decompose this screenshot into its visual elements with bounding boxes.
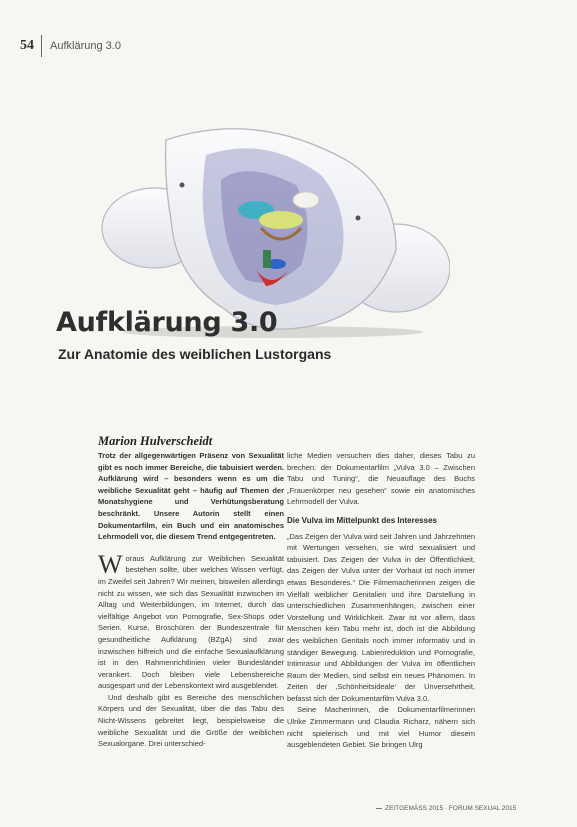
vulva-model-photo <box>96 100 450 340</box>
body-paragraph-4: „Das Zeigen der Vulva wird seit Jahren und Jahrzehnten mit Wertungen versehen, sie wird sexualisiert und tabuisiert. Das Zeigen der Vulva in der Öffentlichkeit, das Zeigen der Vulva unter der Vorhaut ist noch immer etwas Besonderes.“ Die Filmemacherinnen zeigen die Vielfalt weiblicher Genitalien und ihre Darstellung in unterschiedlichen Zusammenhängen, zwischen einer Vorstellung und Wirklichkeit. Zwar ist vor allem, dass Menschen kein Tabu mehr ist, doch ist die Abbildung des weiblichen Genitals noch immer informativ und in ständiger Bewegung. Labienreduktion und Pornografie, Intimrasur und Abbildungen der Vulva im öffentlichen Raum der Medien, sind selbst ein neues Phänomen. In Zeiten der ‚Schönheitsideale‘ der Unversehrtheit, befasst sich der Dokumentarfilm Vulva 3.0. <box>287 531 475 703</box>
body-paragraph-1 <box>98 549 284 692</box>
header-divider <box>41 35 42 57</box>
text-column-right <box>287 450 475 751</box>
author-name: Marion Hulverscheidt <box>98 434 213 448</box>
section-title: Aufklärung 3.0 <box>50 40 121 52</box>
body-paragraph-2: Und deshalb gibt es Bereiche des menschlichen Körpers und der Sexualität, über die das Tabu des Nicht-Wissens gebreitet liegt, beispielsweise die weibliche Sexualität und die Größe der weiblichen Sexualorgane. Drei unterschied- <box>98 692 284 749</box>
article-lead: Trotz der allgegenwärtigen Präsenz von Sexualität gibt es noch immer Bereiche, die tabuisiert werden. Aufklärung wird – besonders wenn es um die weibliche Sexualität geht – häufig auf Themen der Monatshygiene und Verhütungsberatung beschränkt. Unsere Autorin stellt einen Dokumentarfilm, ein Buch und ein anatomisches Lehrmodell vor, die diesem Trend entgegentreten. <box>98 451 284 542</box>
page-footer <box>376 805 556 812</box>
page-number: 54 <box>20 38 34 53</box>
footer-text: ZEITGEMÄSS 2015 · FORUM SEXUAL 2015 <box>385 805 517 812</box>
text-column-left <box>98 450 284 750</box>
footer-rule <box>376 808 382 809</box>
body-paragraph-3: liche Medien versuchen dies daher, dieses Tabu zu brechen: der Dokumentarfilm „Vulva 3.0 – Zwischen Tabu und Tuning“, die Neuauflage des Buchs „Frauenkörper neu gesehen“ sowie ein anatomisches Lehrmodell der Vulva. <box>287 451 475 507</box>
running-header <box>20 36 121 56</box>
article-subtitle: Zur Anatomie des weiblichen Lustorgans <box>58 346 332 362</box>
article-title: Aufklärung 3.0 <box>56 307 278 338</box>
body-paragraph-5: Seine Macherinnen, die Dokumentarfilmerinnen Ulrike Zimmermann und Claudia Richarz, nähern sich nicht spielerisch und mit viel Humor diesem ausgeblendeten Gebiet. Sie bringen Ulrg <box>287 705 475 750</box>
body-paragraph-1-text: oraus Aufklärung zur Weiblichen Sexualität bestehen sollte, über welches Wissen verfügt, im Zweifel seit Jahren? Wir meinen, bisweilen allerdings nicht zu wissen, wie sich das Sexualität inzwischen im Alltag und Weiterbildungen, im Internet, durch das vielfältige Angebot von Pornografie, Sex-Shops oder Serien. Kurse, Broschüren der Bundeszentrale für gesundheitliche Aufklärung (BZgA) sind zwar inzwischen hilfreich und die einfache Sexualaufklärung ist in den Rahmenrichtlinien vieler Bundesländer verankert. Doch bleiben viele Lebensbereiche ausgespart und der Lebenskontext wird ausgeblendet. <box>98 553 284 691</box>
section-subhead: Die Vulva im Mittelpunkt des Interesses <box>287 515 437 525</box>
drop-cap: W <box>98 549 123 579</box>
